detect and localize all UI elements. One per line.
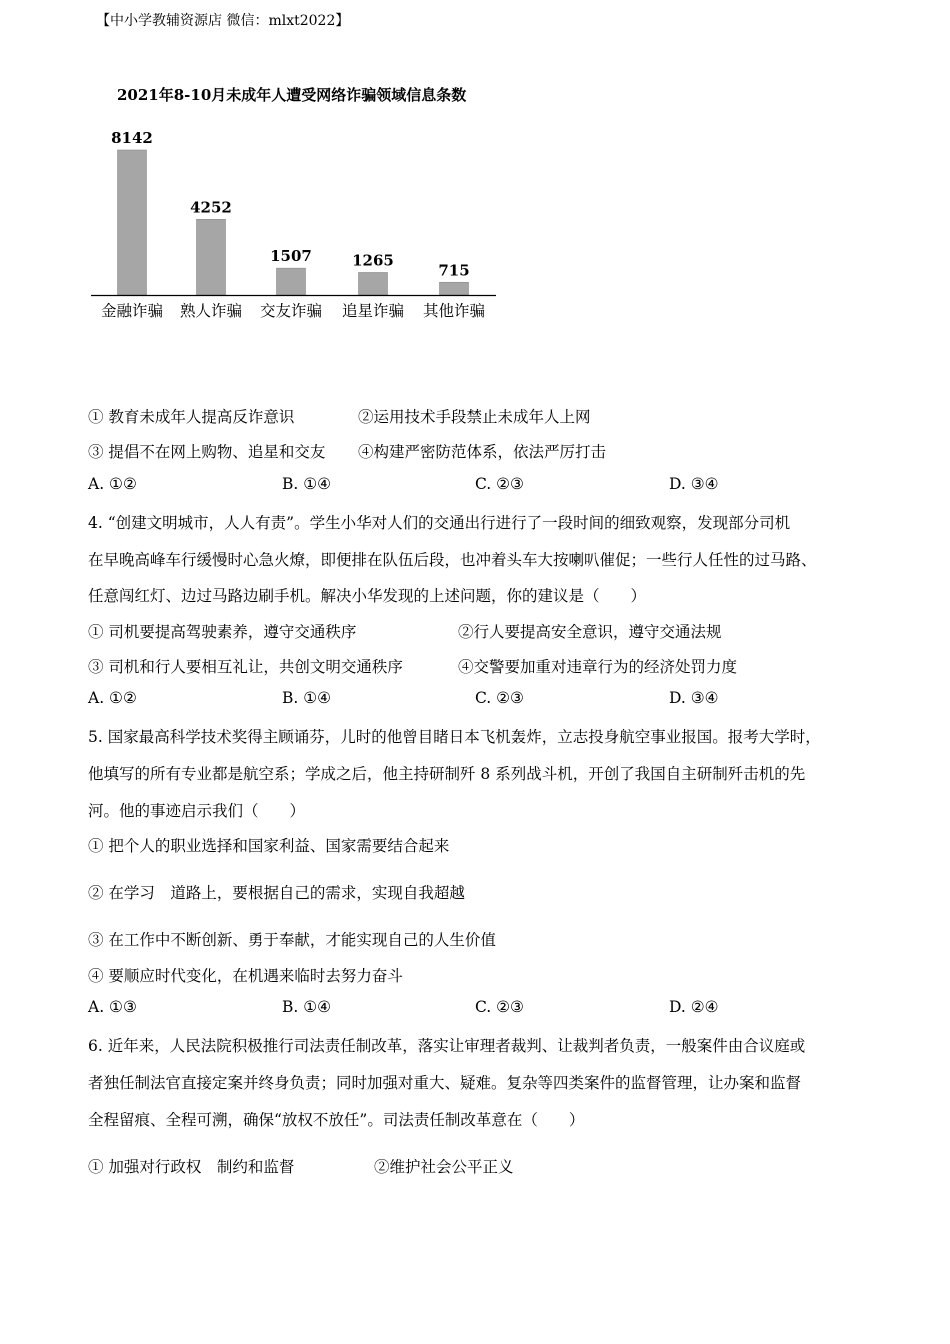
q4-choice-a: A. ①② [88, 689, 137, 707]
q3-choice-a: A. ①② [88, 475, 137, 493]
bar-4 [359, 272, 388, 295]
q4-option-3: ③ 司机和行人要相互礼让，共创文明交通秩序 [88, 658, 403, 676]
q3-choice-c: C. ②③ [475, 475, 524, 493]
q4-choice-d: D. ③④ [669, 689, 719, 707]
q6-stem-line-1: 6. 近年来，人民法院积极推行司法责任制改革，落实让审理者裁判、让裁判者负责，一般案件由合议庭或 [88, 1037, 806, 1055]
q5-stem-line-2: 他填写的所有专业都是航空系；学成之后，他主持研制歼 8 系列战斗机，开创了我国自主研制歼击机的先 [88, 765, 806, 783]
bar-2 [197, 219, 226, 295]
bar-1 [118, 150, 147, 295]
q4-option-1: ① 司机要提高驾驶素养，遵守交通秩序 [88, 623, 357, 641]
q4-choice-b: B. ①④ [282, 689, 332, 707]
q5-choice-c: C. ②③ [475, 998, 524, 1016]
q5-choice-b: B. ①④ [282, 998, 332, 1016]
chart-title: 2021年8-10月未成年人遭受网络诈骗领域信息条数 [117, 86, 467, 104]
q5-option-4: ④ 要顺应时代变化，在机遇来临时去努力奋斗 [88, 967, 403, 985]
q3-option-2: ②运用技术手段禁止未成年人上网 [358, 408, 591, 426]
bar-5 [440, 282, 469, 295]
data-label-4: 1265 [352, 251, 394, 270]
q4-stem-line-3: 任意闯红灯、边过马路边刷手机。解决小华发现的上述问题，你的建议是（ ） [88, 587, 647, 605]
q5-option-1: ① 把个人的职业选择和国家利益、国家需要结合起来 [88, 837, 450, 855]
q5-option-2: ② 在学习 道路上，要根据自己的需求，实现自我超越 [88, 884, 465, 902]
category-label-1: 金融诈骗 [100, 302, 164, 320]
q3-option-1: ① 教育未成年人提高反诈意识 [88, 408, 295, 426]
q6-stem-line-2: 者独任制法官直接定案并终身负责；同时加强对重大、疑难。复杂等四类案件的监督管理，让办案和监督 [88, 1074, 802, 1092]
q3-choice-b: B. ①④ [282, 475, 332, 493]
q4-stem-line-1: 4. “创建文明城市，人人有责”。学生小华对人们的交通出行进行了一段时间的细致观察，发现部分司机 [88, 514, 791, 532]
bar-3 [277, 268, 306, 295]
q3-option-4: ④构建严密防范体系，依法严厉打击 [358, 443, 607, 461]
category-label-2: 熟人诈骗 [179, 302, 243, 320]
page-header: 【中小学教辅资源店 微信：mlxt2022】 [96, 13, 350, 29]
data-label-1: 8142 [111, 129, 153, 147]
q5-stem-line-3: 河。他的事迹启示我们（ ） [88, 802, 306, 820]
q3-choice-d: D. ③④ [669, 475, 719, 493]
q5-choice-d: D. ②④ [669, 998, 719, 1016]
q4-choice-c: C. ②③ [475, 689, 524, 707]
category-label-3: 交友诈骗 [259, 302, 323, 320]
data-label-2: 4252 [190, 198, 232, 217]
category-label-5: 其他诈骗 [422, 302, 486, 320]
q4-option-4: ④交警要加重对违章行为的经济处罚力度 [458, 658, 738, 676]
data-label-3: 1507 [270, 247, 312, 266]
q6-stem-line-3: 全程留痕、全程可溯，确保“放权不放任”。司法责任制改革意在（ ） [88, 1111, 585, 1129]
q3-option-3: ③ 提倡不在网上购物、追星和交友 [88, 443, 326, 461]
q5-choice-a: A. ①③ [88, 998, 137, 1016]
q6-option-2: ②维护社会公平正义 [374, 1158, 514, 1176]
q6-option-1: ① 加强对行政权 制约和监督 [88, 1158, 295, 1176]
category-label-4: 追星诈骗 [341, 302, 405, 320]
data-label-5: 715 [438, 261, 470, 280]
q4-stem-line-2: 在早晚高峰车行缓慢时心急火燎，即便排在队伍后段，也冲着头车大按喇叭催促；一些行人任性的过马路、 [88, 551, 817, 569]
q4-option-2: ②行人要提高安全意识，遵守交通法规 [458, 623, 722, 641]
bar-chart [0, 0, 950, 340]
q5-option-3: ③ 在工作中不断创新、勇于奉献，才能实现自己的人生价值 [88, 931, 496, 949]
q5-stem-line-1: 5. 国家最高科学技术奖得主顾诵芬，儿时的他曾目睹日本飞机轰炸，立志投身航空事业报国。报考大学时， [88, 728, 821, 746]
